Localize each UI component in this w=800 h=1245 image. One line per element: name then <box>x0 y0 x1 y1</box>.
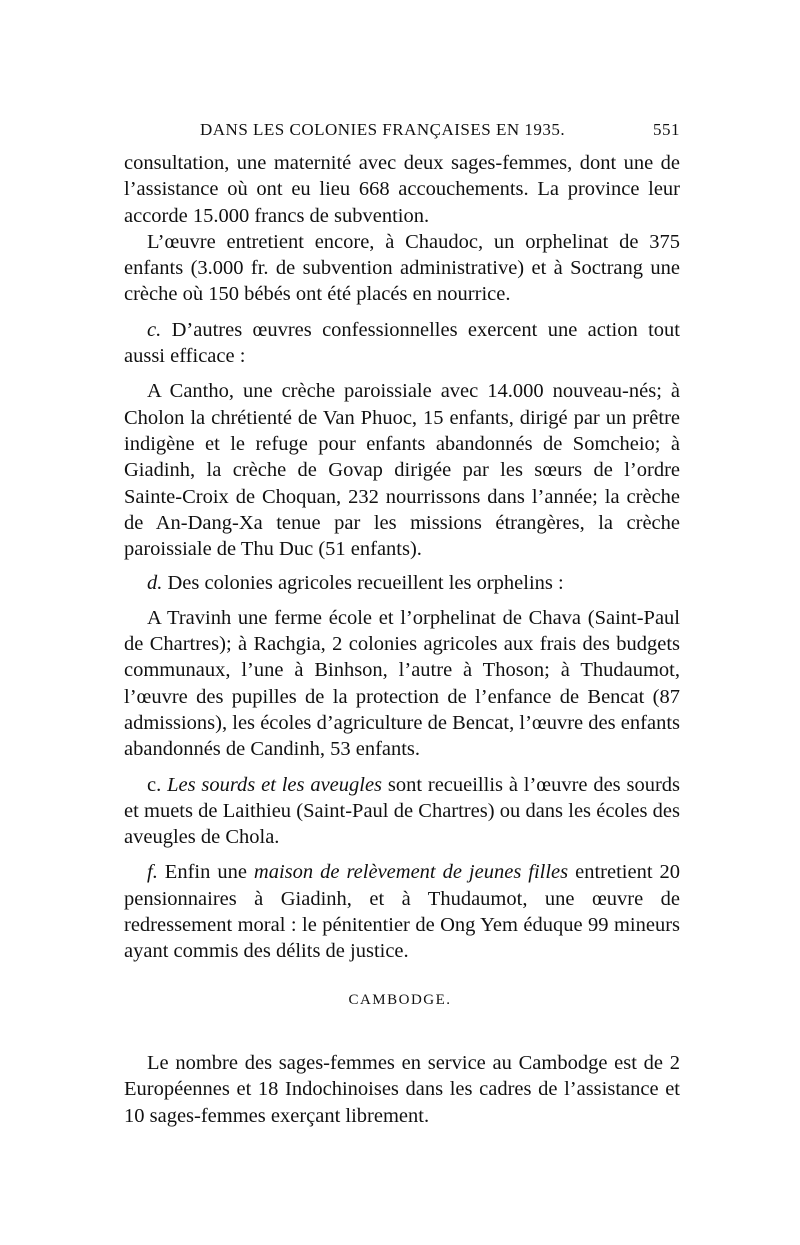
running-title: DANS LES COLONIES FRANÇAISES EN 1935. <box>200 120 566 139</box>
paragraph-3-text: D’autres œuvres confessionnelles exercent une action tout aussi efficace : <box>124 318 680 368</box>
paragraph-7 <box>124 772 680 851</box>
paragraph-8-pre: Enfin une <box>157 861 254 884</box>
main-text <box>124 150 680 965</box>
paragraph-7-text: sont recueillis à l’œuvre des sourds et muets de Laithieu (Saint-Paul de Chartres) ou dans les écoles des aveugles de Chola. <box>124 773 680 849</box>
page-number: 551 <box>653 120 680 139</box>
final-paragraph: Le nombre des sages-femmes en service au Cambodge est de 2 Européennes et 18 Indochinoises dans les cadres de l’assistance et 10 sages-femmes exerçant librement. <box>124 1052 680 1127</box>
paragraph-7-italic: Les sourds et les aveugles <box>167 773 383 796</box>
list-marker-c: c. <box>147 318 162 341</box>
final-text <box>124 1050 680 1129</box>
section-heading: CAMBODGE. <box>348 992 452 1008</box>
list-marker-e: c. <box>147 773 162 796</box>
paragraph-2: L’œuvre entretient encore, à Chaudoc, un orphelinat de 375 enfants (3.000 fr. de subvention administrative) et à Soctrang une crèche où 150 bébés ont été placés en nourrice. <box>124 230 680 306</box>
paragraph-1: consultation, une maternité avec deux sages-femmes, dont une de l’assistance où ont eu lieu 668 accouchements. La province leur accorde 15.000 francs de subvention. <box>124 152 680 227</box>
paragraph-5 <box>124 570 680 596</box>
paragraph-8-italic: maison de relèvement de jeunes filles <box>253 861 569 884</box>
paragraph-3 <box>124 317 680 370</box>
paragraph-5-text: Des colonies agricoles recueillent les orphelins : <box>162 572 564 595</box>
list-marker-d: d. <box>147 572 163 595</box>
paragraph-6: A Travinh une ferme école et l’orphelinat de Chava (Saint-Paul de Chartres); à Rachgia, 2 colonies agricoles aux frais des budgets communaux, l’une à Binhson, l’autre à Thoson; à Thudaumot, l’œuvre des pupilles de la protection de l’enfance de Bencat (87 admissions), les écoles d’agriculture de Bencat, l’œuvre des enfants abandonnés de Candinh, 53 enfants. <box>124 606 680 761</box>
paragraph-8 <box>124 859 680 964</box>
paragraph-4: A Cantho, une crèche paroissiale avec 14.000 nouveau-nés; à Cholon la chrétienté de Van Phuoc, 15 enfants, dirigé par un prêtre indigène et le refuge pour enfants abandonnés de Somcheio; à Giadinh, la crèche de Govap dirigée par les sœurs de l’ordre Sainte-Croix de Choquan, 232 nourrissons dans l’année; la crèche de An-Dang-Xa tenue par les missions étrangères, la crèche paroissiale de Thu Duc (51 enfants). <box>124 380 680 561</box>
paragraph-8-text: entretient 20 pensionnaires à Giadinh, et à Thudaumot, une œuvre de redressement moral : le pénitentier de Ong Yem éduque 99 mineurs ayant commis des délits de justice. <box>124 861 681 963</box>
list-marker-f: f. <box>147 861 158 884</box>
page-header <box>124 120 680 144</box>
